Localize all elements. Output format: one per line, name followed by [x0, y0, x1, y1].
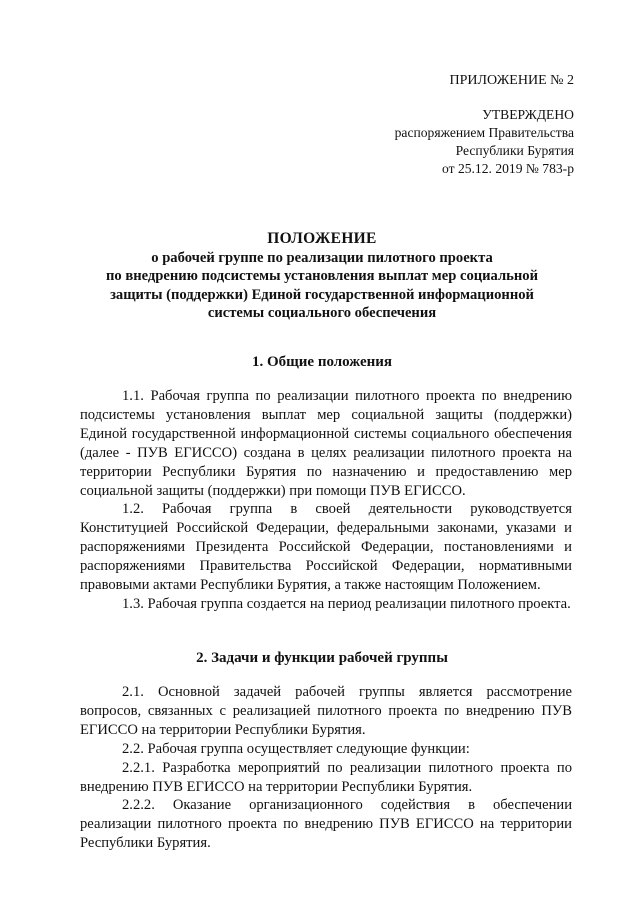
paragraph: 2.2.2. Оказание организационного содействия в обеспечении реализации пилотного проекта по внедрению ПУВ ЕГИССО на территории Республики Бурятия. — [80, 797, 572, 852]
document-title — [70, 230, 574, 323]
section-1-heading: 1. Общие положения — [251, 354, 393, 370]
title-main: ПОЛОЖЕНИЕ — [267, 230, 377, 247]
paragraph: 2.2. Рабочая группа осуществляет следующие функции: — [122, 740, 470, 757]
title-line: по внедрению подсистемы установления выплат мер социальной — [105, 268, 539, 284]
approved-label: УТВЕРЖДЕНО — [482, 107, 574, 122]
section-2-heading: 2. Задачи и функции рабочей группы — [196, 650, 448, 666]
paragraph: 2.1. Основной задачей рабочей группы является рассмотрение вопросов, связанных с реализацией пилотного проекта по внедрению ПУВ ЕГИССО на территории Республики Бурятия. — [80, 684, 572, 738]
paragraph: 1.2. Рабочая группа в своей деятельности руководствуется Конституцией Российской Федерации, федеральными законами, указами и распоряжениями Президента Российской Федерации, постановлениями и распоряжениями Правительства Российской Федерации, нормативными правовыми актами Республики Бурятия, а также настоящим Положением. — [80, 501, 572, 594]
title-line: о рабочей группе по реализации пилотного проекта — [151, 249, 493, 266]
paragraph: 1.3. Рабочая группа создается на период реализации пилотного проекта. — [122, 595, 571, 612]
section-2-body — [80, 683, 572, 853]
approved-republic: Республики Бурятия — [455, 143, 574, 158]
paragraph: 1.1. Рабочая группа по реализации пилотного проекта по внедрению подсистемы установления выплат мер социальной защиты (поддержки) Единой государственной информационной системы социального обеспечения (далее - ПУВ ЕГИССО) создана в целях реализации пилотного проекта на территории Республики Бурятия по назначению и предоставлению мер социальной защиты (поддержки) при помощи ПУВ ЕГИССО. — [80, 388, 572, 499]
title-line: защиты (поддержки) Единой государственной информационной — [110, 286, 534, 303]
paragraph: 2.2.1. Разработка мероприятий по реализации пилотного проекта по внедрению ПУВ ЕГИССО на территории Республики Бурятия. — [80, 759, 572, 795]
approval-block — [395, 72, 574, 178]
annex-number: ПРИЛОЖЕНИЕ № 2 — [449, 73, 574, 88]
title-line: системы социального обеспечения — [207, 305, 437, 321]
approved-by: распоряжением Правительства — [394, 125, 574, 140]
approval-date-number: от 25.12. 2019 № 783-р — [441, 161, 574, 176]
section-1-body — [80, 387, 572, 614]
